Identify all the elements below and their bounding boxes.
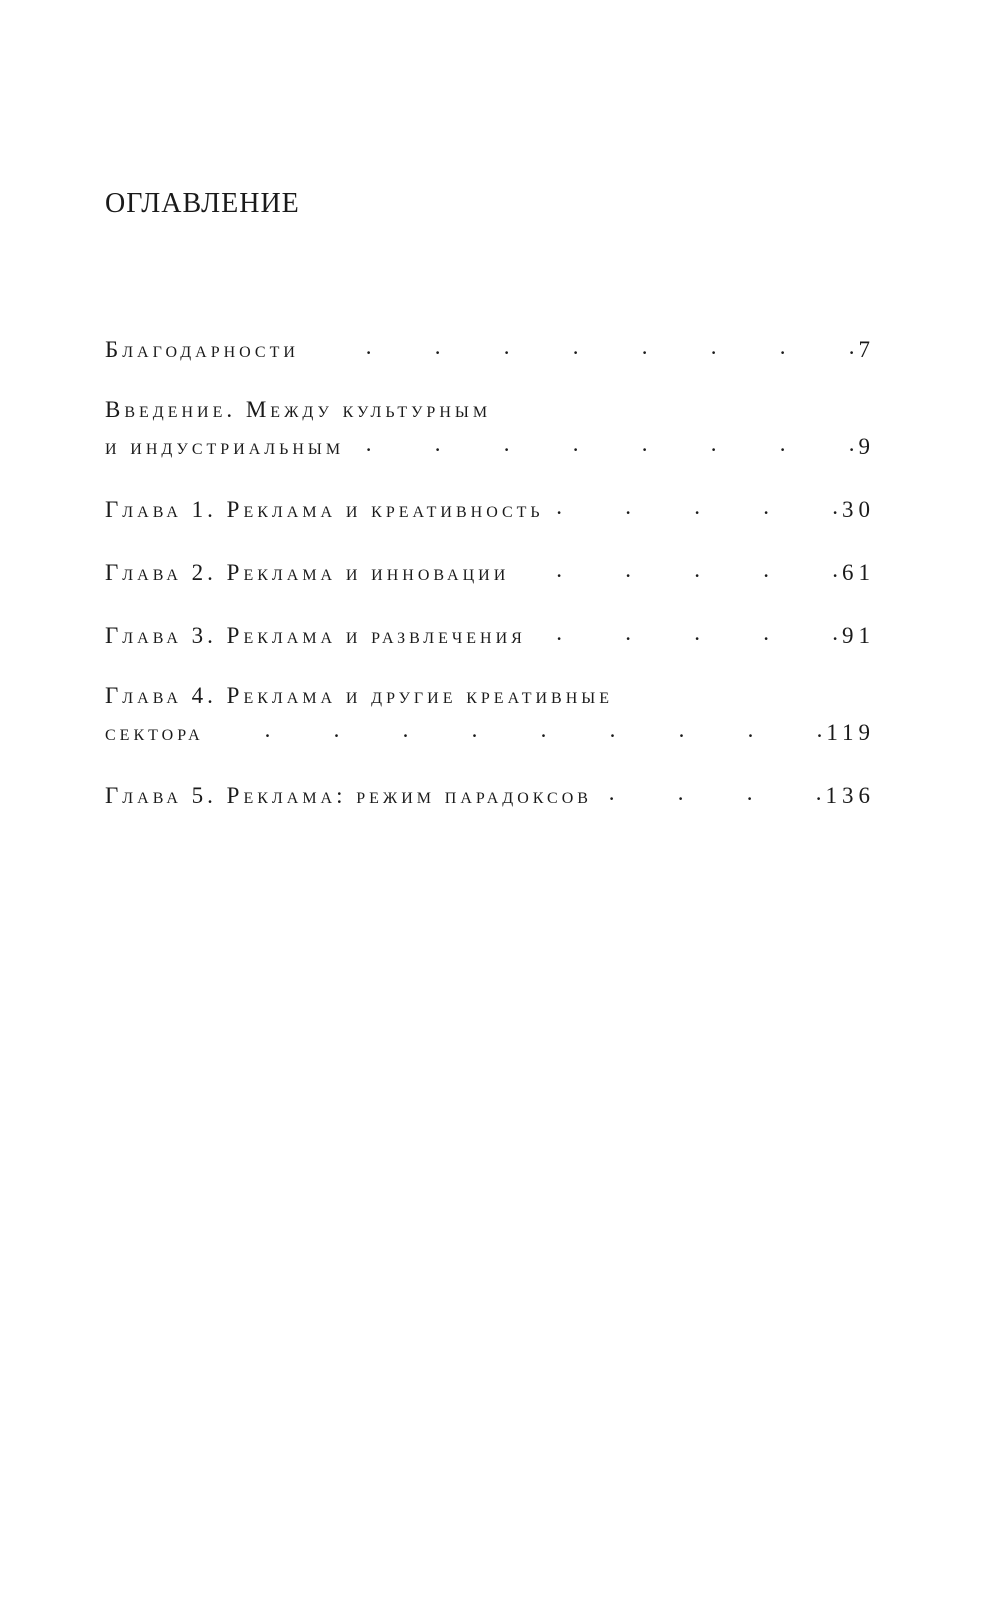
dot-leader [513, 557, 838, 580]
toc-line [105, 431, 875, 465]
toc-entry-title: Введение. Между культурным [105, 397, 492, 422]
toc-entry-title-continued: и индустриальным [105, 434, 345, 459]
toc-line [105, 780, 875, 814]
toc-page-number: 136 [825, 783, 875, 808]
toc-page-number: 30 [842, 497, 875, 522]
toc-entry-title: Глава 1. Реклама и креативность [105, 497, 544, 522]
toc-entry-acknowledgements [105, 334, 875, 368]
toc-page-number: 91 [842, 623, 875, 648]
dot-leader [596, 780, 822, 803]
toc-heading: ОГЛАВЛЕНИЕ [105, 188, 300, 219]
toc-line [105, 717, 875, 751]
toc-line [105, 334, 875, 368]
toc-page-number: 9 [858, 434, 875, 459]
dot-leader [348, 431, 854, 454]
toc-line [105, 557, 875, 591]
toc-entry-chapter-1 [105, 494, 875, 528]
toc-line [105, 494, 875, 528]
toc-entry-chapter-4 [105, 683, 875, 751]
dot-leader [303, 334, 855, 357]
toc-entry-title: Глава 2. Реклама и инновации [105, 560, 510, 585]
dot-leader [530, 620, 838, 643]
toc-entry-title: Благодарности [105, 337, 299, 362]
toc-page-number: 7 [858, 337, 875, 362]
toc-line [105, 683, 870, 717]
toc-entry-title: Глава 4. Реклама и другие креативные [105, 683, 613, 708]
toc-line [105, 397, 870, 431]
toc-entry-chapter-3 [105, 620, 875, 654]
toc-entry-title: Глава 3. Реклама и развлечения [105, 623, 526, 648]
toc-entry-title-continued: сектора [105, 720, 204, 745]
dot-leader [208, 717, 823, 740]
toc-entry-chapter-5 [105, 780, 875, 814]
toc-page-number: 119 [826, 720, 875, 745]
toc-entry-chapter-2 [105, 557, 875, 591]
toc-page-number: 61 [842, 560, 875, 585]
toc-entry-title: Глава 5. Реклама: режим парадоксов [105, 783, 592, 808]
toc-list [105, 334, 875, 843]
toc-line [105, 620, 875, 654]
toc-entry-introduction [105, 397, 875, 465]
dot-leader [548, 494, 838, 517]
